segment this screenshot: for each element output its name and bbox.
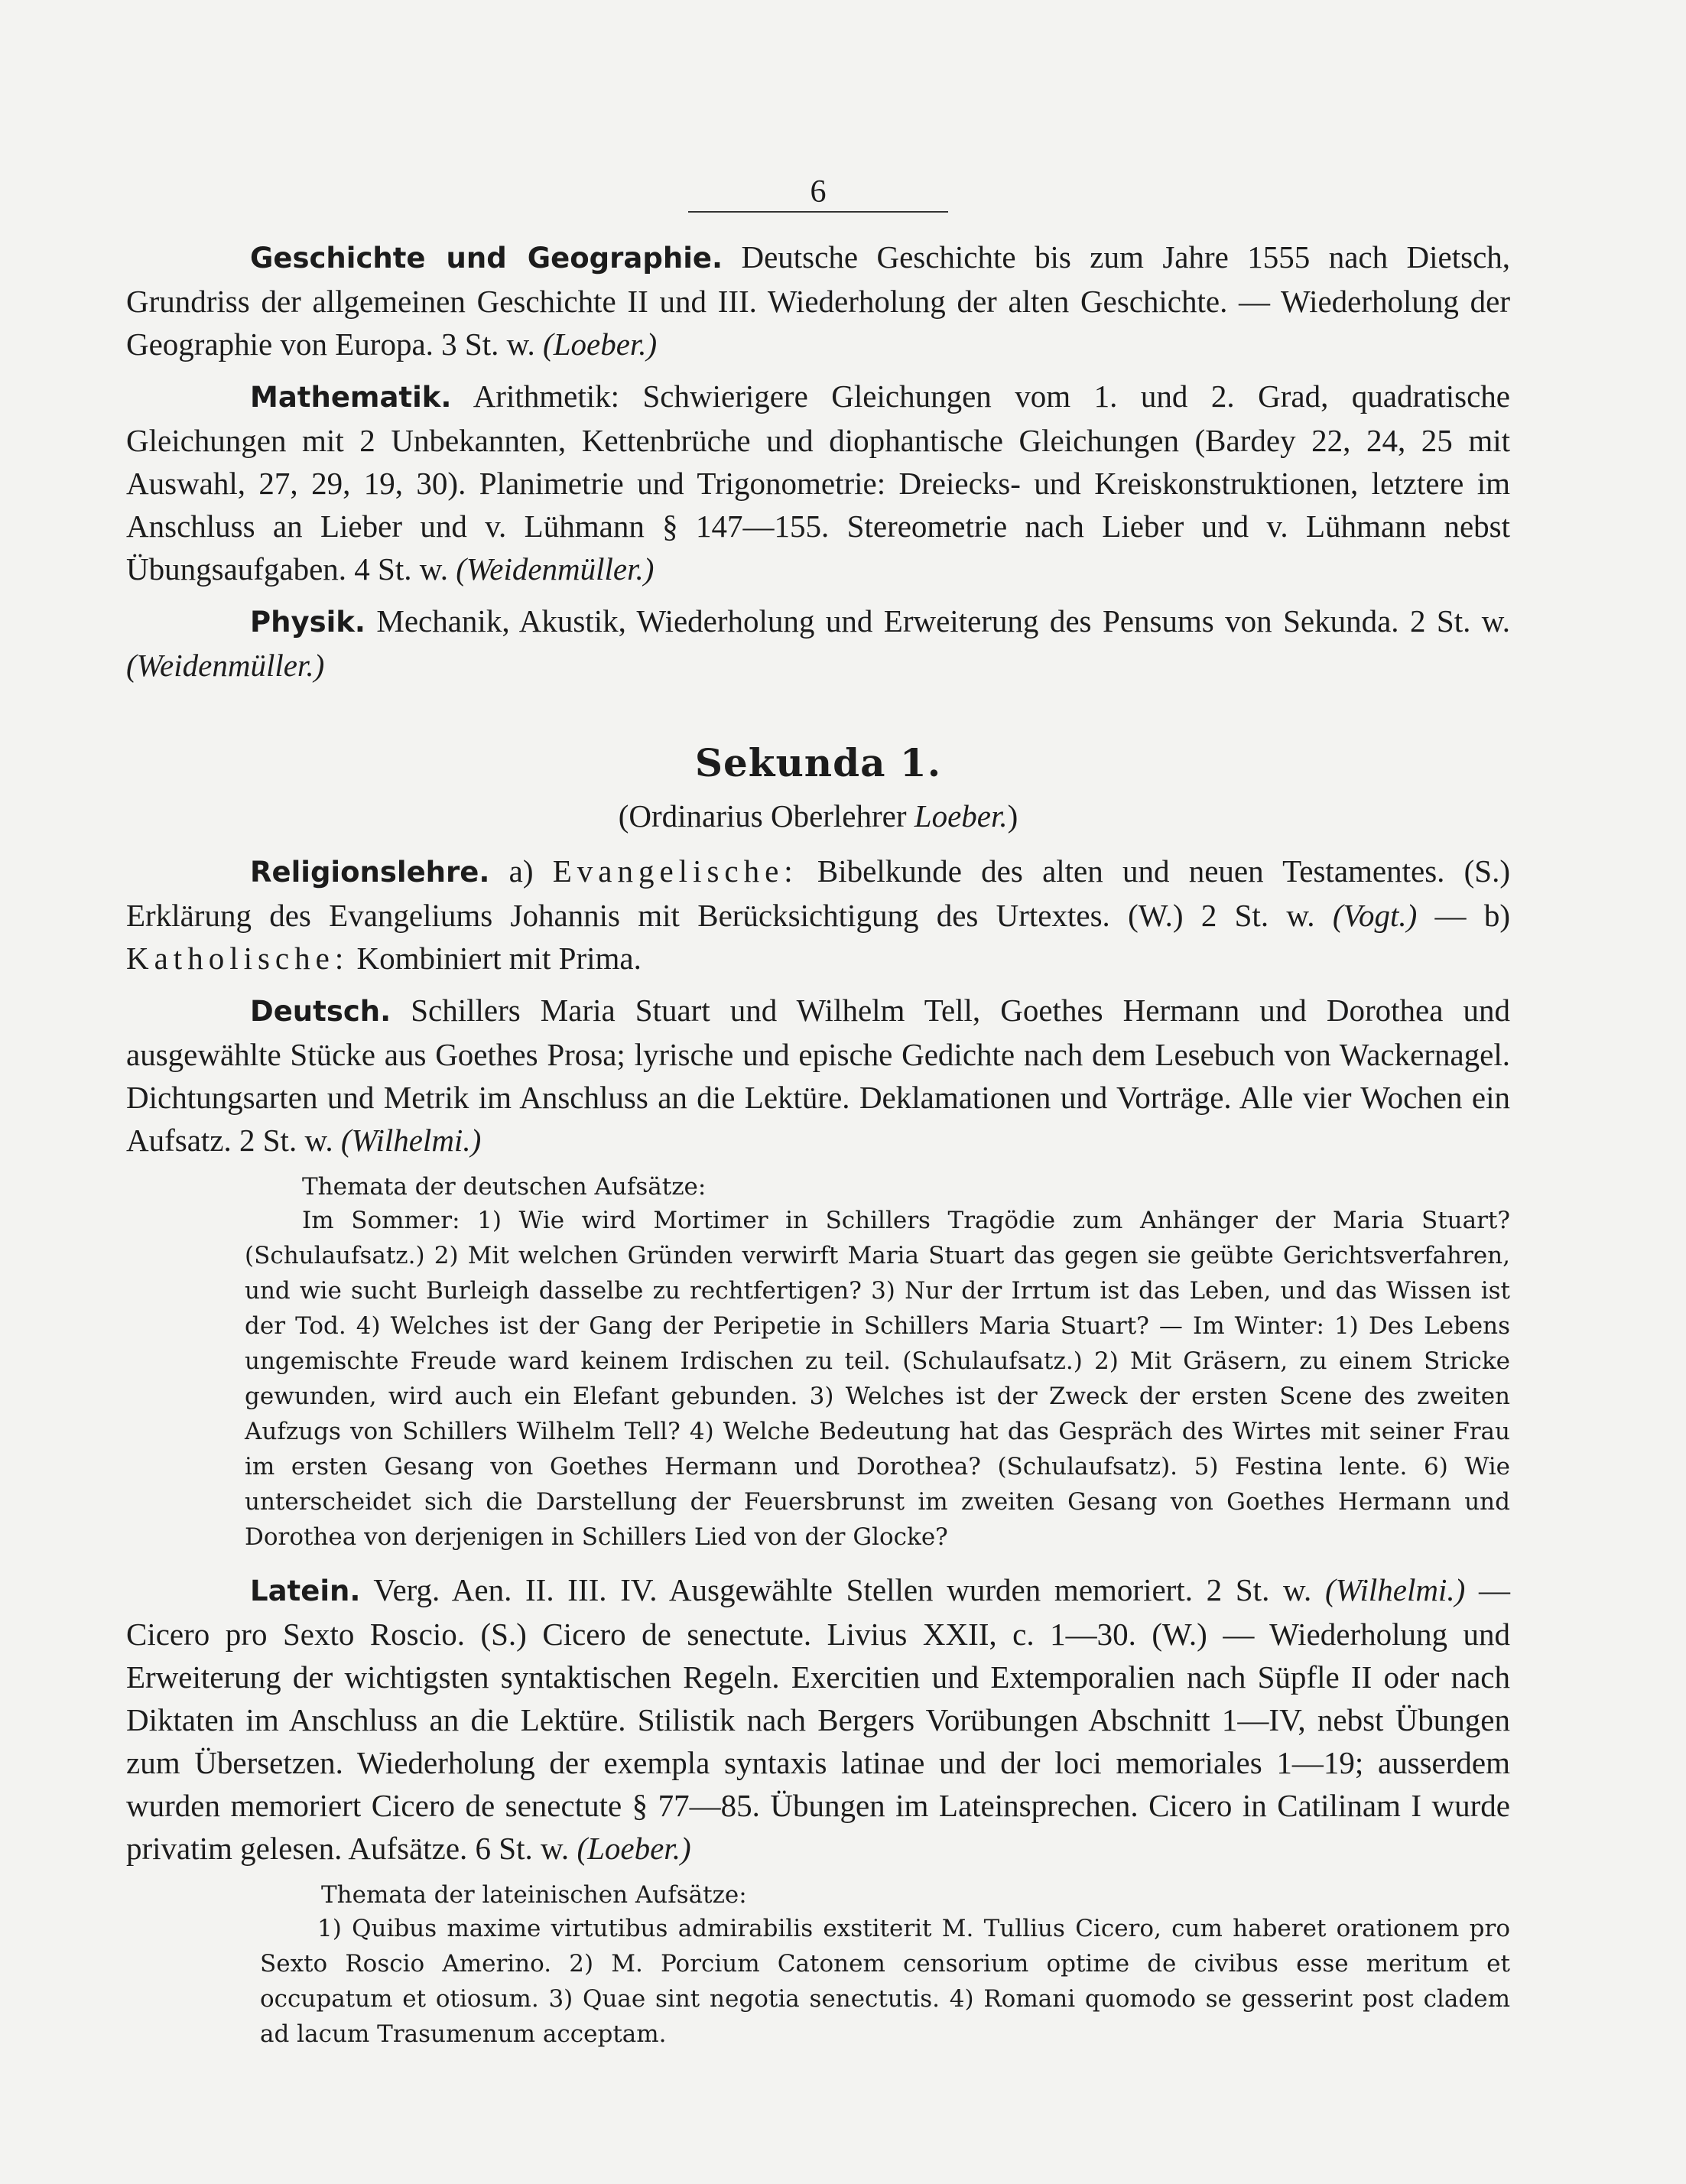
heading-geschichte: Geschichte und Geographie. xyxy=(250,242,723,275)
paragraph-physik xyxy=(126,600,1510,687)
heading-religion: Religionslehre. xyxy=(250,856,490,889)
text-deutsch: Schillers Maria Stuart und Wilhelm Tell, Goethes Hermann und Dorothea und ausgewählte Stücke aus Goethes Prosa; lyrische und epische Gedichte nach dem Lesebuch von Wackernagel. Dichtungsarten und Metrik im Anschluss an die Lektüre. Deklamationen und Vorträge. Alle vier Wochen ein Aufsatz. 2 St. w. xyxy=(126,993,1510,1158)
header-rule xyxy=(688,211,948,213)
religion-a-prefix: a) xyxy=(489,853,553,889)
paragraph-geschichte xyxy=(126,236,1510,366)
ordinarius-suffix: ) xyxy=(1007,798,1018,834)
ordinarius-line xyxy=(126,798,1510,834)
themes-title-deutsch: Themata der deutschen Aufsätze: xyxy=(302,1173,707,1201)
paragraph-deutsch xyxy=(126,989,1510,1162)
paragraph-latein xyxy=(126,1568,1510,1870)
heading-latein: Latein. xyxy=(250,1575,361,1607)
themes-text-deutsch: Im Sommer: 1) Wie wird Mortimer in Schillers Tragödie zum Anhänger der Maria Stuart? (Schulaufsatz.) 2) Mit welchen Gründen verwirft Maria Stuart das gegen sie geübte Gerichtsverfahren, und wie sucht Burleigh dasselbe zu rechtfertigen? 3) Nur der Irrtum ist das Leben, und das Wissen ist der Tod. 4) Welches ist der Gang der Peripetie in Schillers Maria Stuart? — Im Winter: 1) Des Lebens ungemischte Freude ward keinem Irdischen zu teil. (Schulaufsatz.) 2) Mit Gräsern, zu einem Stricke gewunden, wird auch ein Elefant gebunden. 3) Welches ist der Zweck der ersten Scene des zweiten Aufzugs von Schillers Wilhelm Tell? 4) Welche Bedeutung hat das Gespräch des Wirtes mit seiner Frau im ersten Gesang von Goethes Hermann und Dorothea? (Schulaufsatz). 5) Festina lente. 6) Wie unterscheidet sich die Darstellung der Feuersbrunst im zweiten Gesang von Goethes Hermann und Dorothea von derjenigen in Schillers Lied von der Glocke? xyxy=(245,1207,1510,1551)
text-latein-1: Verg. Aen. II. III. IV. Ausgewählte Stellen wurden memoriert. 2 St. w. xyxy=(360,1572,1325,1607)
text-geschichte: Deutsche Geschichte bis zum Jahre 1555 nach Dietsch, Grundriss der allgemeinen Geschichte II und III. Wiederholung der alten Geschichte. — Wiederholung der Geographie von Europa. 3 St. w. xyxy=(126,239,1511,362)
themes-text-latein: 1) Quibus maxime virtutibus admirabilis exstiterit M. Tullius Cicero, cum haberet orationem pro Sexto Roscio Amerino. 2) M. Porcium Catonem censorium optime de civibus esse meritum et occupatum et otiosum. 3) Quae sint negotia senectutis. 4) Romani quomodo se gesserint post cladem ad lacum Trasumenum acceptam. xyxy=(260,1915,1510,2048)
religion-a-text: Bibelkunde des alten und neuen Testamentes. (S.) Erklärung des Evangeliums Johannis mit Berücksichtigung des Urtextes. (W.) 2 St. w. xyxy=(126,853,1510,933)
religion-a-teacher: (Vogt.) xyxy=(1332,898,1418,933)
religion-b-label: Katholische: xyxy=(126,941,349,976)
text-latein-2: — Cicero pro Sexto Roscio. (S.) Cicero de senectute. Livius XXII, c. 1—30. (W.) — Wiederholung und Erweiterung der wichtigsten syntaktischen Regeln. Exercitien und Extemporalien nach Süpfle II oder nach Diktaten im Anschluss an die Lektüre. Stilistik nach Bergers Vorübungen Abschnitt 1—IV, nebst Übungen zum Übersetzen. Wiederholung der exempla syntaxis latinae und der loci memoriales 1—19; ausserdem wurden memoriert Cicero de senectute § 77—85. Übungen im Lateinsprechen. Cicero in Catilinam I wurde privatim gelesen. Aufsätze. 6 St. w. xyxy=(126,1572,1510,1866)
themes-title-latein: Themata der lateinischen Aufsätze: xyxy=(321,1881,747,1909)
teacher-geschichte: (Loeber.) xyxy=(543,327,658,362)
teacher-physik: (Weidenmüller.) xyxy=(126,648,325,683)
section-title: Sekunda 1. xyxy=(694,740,942,785)
teacher-deutsch: (Wilhelmi.) xyxy=(340,1123,482,1158)
religion-b-prefix: — b) xyxy=(1417,898,1510,933)
teacher-latein-2: (Loeber.) xyxy=(577,1831,691,1866)
religion-a-label: Evangelische: xyxy=(552,853,798,889)
heading-mathematik: Mathematik. xyxy=(250,381,452,414)
religion-b-text: Kombiniert mit Prima. xyxy=(349,941,642,976)
ordinarius-name: Loeber. xyxy=(914,798,1008,834)
teacher-mathematik: (Weidenmüller.) xyxy=(456,551,655,587)
document-page xyxy=(126,176,1510,2065)
teacher-latein-1: (Wilhelmi.) xyxy=(1324,1572,1466,1607)
paragraph-religion xyxy=(126,850,1510,980)
text-mathematik: Arithmetik: Schwierigere Gleichungen vom 1. und 2. Grad, quadratische Gleichungen mit 2 Unbekannten, Kettenbrüche und diophantische Gleichungen (Bardey 22, 24, 25 mit Auswahl, 27, 29, 19, 30). Planimetrie und Trigonometrie: Dreiecks- und Kreiskonstruktionen, letztere im Anschluss an Lieber und v. Lühmann § 147—155. Stereometrie nach Lieber und v. Lühmann nebst Übungsaufgaben. 4 St. w. xyxy=(126,379,1510,587)
ordinarius-prefix: (Ordinarius Oberlehrer xyxy=(618,798,914,834)
page-number: 6 xyxy=(810,174,827,210)
text-physik: Mechanik, Akustik, Wiederholung und Erweiterung des Pensums von Sekunda. 2 St. w. xyxy=(365,603,1510,639)
heading-physik: Physik. xyxy=(250,606,365,639)
paragraph-mathematik xyxy=(126,375,1510,590)
heading-deutsch: Deutsch. xyxy=(250,995,391,1028)
